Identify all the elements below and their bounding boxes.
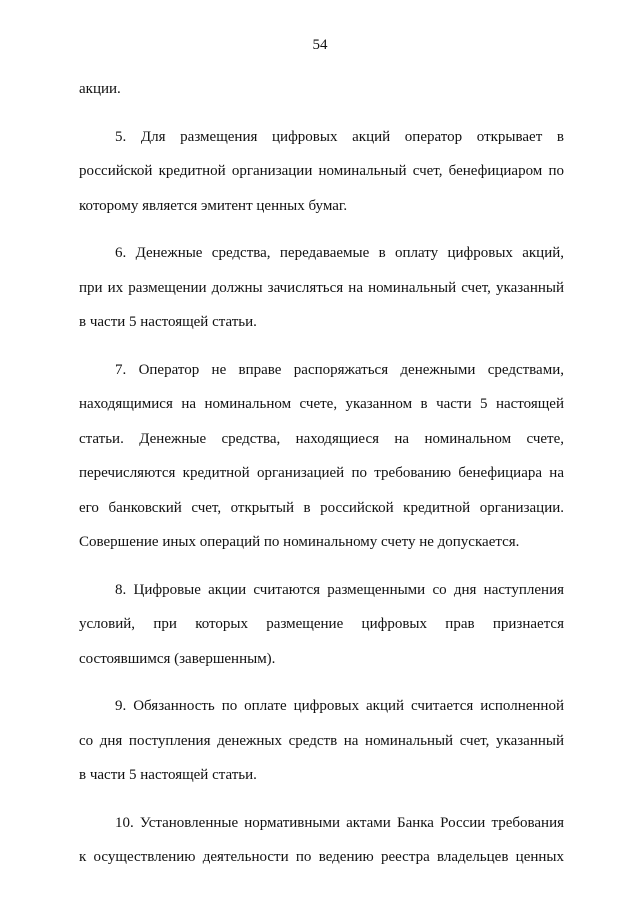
text-line: Совершение иных операций по номинальному счету не допускается.	[79, 534, 520, 550]
paragraph	[79, 689, 564, 793]
text-line: российской кредитной организации номинальный счет, бенефициаром по	[79, 163, 564, 179]
text-line: в части 5 настоящей статьи.	[79, 314, 257, 330]
text-line: 9. Обязанность по оплате цифровых акций считается исполненной	[115, 698, 564, 714]
text-line: его банковский счет, открытый в российской кредитной организации.	[79, 499, 564, 516]
text-line: 7. Оператор не вправе распоряжаться денежными средствами,	[115, 361, 564, 378]
paragraph	[79, 573, 564, 677]
text-line: 10. Установленные нормативными актами Банка России требования	[115, 814, 564, 831]
text-line: которому является эмитент ценных бумаг.	[79, 197, 348, 214]
paragraph	[79, 236, 564, 340]
text-line: 6. Денежные средства, передаваемые в оплату цифровых акций,	[115, 245, 564, 261]
text-line: статьи. Денежные средства, находящиеся на номинальном счете,	[79, 430, 564, 447]
text-line: 8. Цифровые акции считаются размещенными со дня наступления	[115, 581, 564, 598]
text-line: условий, при которых размещение цифровых прав признается	[79, 616, 564, 632]
paragraph	[79, 72, 564, 107]
text-line: в части 5 настоящей статьи.	[79, 767, 257, 783]
text-line: акции.	[79, 81, 121, 97]
page-number: 54	[312, 37, 328, 53]
paragraph	[79, 806, 564, 875]
text-line: состоявшимся (завершенным).	[79, 650, 276, 667]
text-line: перечисляются кредитной организацией по требованию бенефициара на	[79, 465, 564, 481]
text-line: со дня поступления денежных средств на номинальный счет, указанный	[79, 732, 564, 749]
document-body	[79, 72, 564, 875]
text-line: к осуществлению деятельности по ведению реестра владельцев ценных	[79, 849, 564, 865]
text-line: 5. Для размещения цифровых акций оператор открывает в	[115, 128, 564, 145]
text-line: при их размещении должны зачисляться на номинальный счет, указанный	[79, 279, 564, 296]
paragraph	[79, 120, 564, 224]
text-line: находящимися на номинальном счете, указанном в части 5 настоящей	[79, 396, 564, 412]
paragraph	[79, 353, 564, 560]
